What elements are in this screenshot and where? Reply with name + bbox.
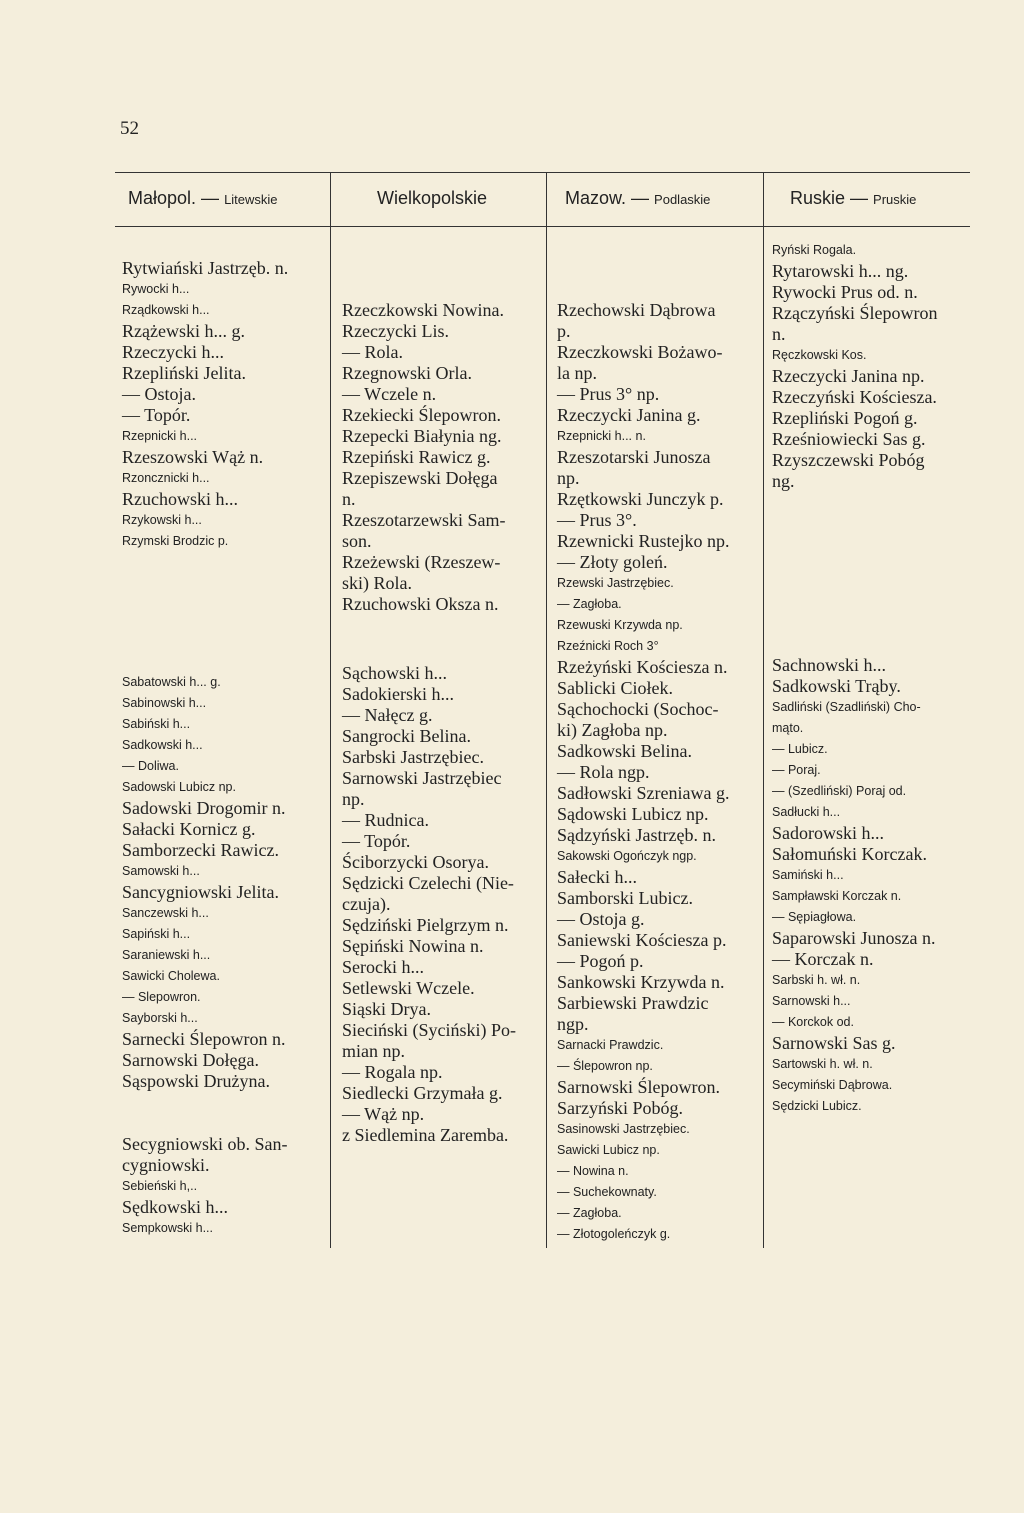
entry: Rzeczkowski Bożawo- (557, 342, 723, 362)
entry: Rzepnicki h... (122, 429, 198, 443)
entry: — Nowina n. (557, 1164, 629, 1178)
entry: Sablicki Ciołek. (557, 678, 673, 698)
entry: Sadłucki h... (772, 805, 841, 819)
entry: Sawicki Lubicz np. (557, 1143, 660, 1157)
entry: Sarnowski Dołęga. (122, 1050, 259, 1070)
entry: Sąchochocki (Sochoc- (557, 699, 719, 719)
entry: Sałacki Kornicz g. (122, 819, 256, 839)
entry: Sankowski Krzywda n. (557, 972, 725, 992)
entry: n. (772, 324, 786, 344)
entry: Rzuchowski h... (122, 489, 238, 509)
entry: — Złotogoleńczyk g. (557, 1227, 671, 1241)
entry: Rzeżewski (Rzeszew- (342, 552, 501, 572)
entry: Sadowski Lubicz np. (122, 780, 236, 794)
entry: czuja). (342, 894, 391, 914)
entry: Rzyszczewski Pobóg (772, 450, 925, 470)
entry: la np. (557, 363, 597, 383)
entry: Rzeżyński Kościesza n. (557, 657, 728, 677)
header-main: Mazow. — (565, 188, 650, 208)
entry: — Slepowron. (122, 990, 201, 1004)
entry: n. (342, 489, 356, 509)
entry: Sempkowski h... (122, 1221, 214, 1235)
entry: Sangrocki Belina. (342, 726, 471, 746)
entry: Sebieński h,.. (122, 1179, 198, 1193)
entry: — Lubicz. (772, 742, 828, 756)
column-wielkopolskie (342, 300, 516, 1146)
entry: — Rola. (342, 342, 403, 362)
entry: Rzeczycki Lis. (342, 321, 449, 341)
header-rule (115, 226, 970, 227)
entry: ski) Rola. (342, 573, 412, 593)
entry: z Siedlemina Zaremba. (342, 1125, 509, 1145)
entry: Rywocki h... (122, 282, 190, 296)
entry: Rytwiański Jastrzęb. n. (122, 258, 289, 278)
entry: Rzegnowski Orla. (342, 363, 472, 383)
entry: Rzeczkowski Nowina. (342, 300, 504, 320)
entry: Siąski Drya. (342, 999, 431, 1019)
entry: np. (342, 789, 365, 809)
header-sub: Litewskie (224, 192, 278, 207)
entry: Secymiński Dąbrowa. (772, 1078, 893, 1092)
entry: Sarnowski h... (772, 994, 851, 1008)
entry: Sanczewski h... (122, 906, 209, 920)
entry: Sarnowski Sas g. (772, 1033, 896, 1053)
header-main: Wielkopolskie (377, 188, 488, 208)
entry: Samborski Lubicz. (557, 888, 693, 908)
entry: — Topór. (342, 831, 411, 851)
entry: Sarbski h. wł. n. (772, 973, 861, 987)
entry: son. (342, 531, 372, 551)
entry: — Korczak n. (772, 949, 874, 969)
entry: Rzeźnicki Roch 3° (557, 639, 659, 653)
entry: Rzeszotarski Junosza (557, 447, 711, 467)
entry: Rzeczyński Kościesza. (772, 387, 937, 407)
entry: — Doliwa. (122, 759, 179, 773)
entry: Rzążewski h... g. (122, 321, 245, 341)
entry: — Suchekownaty. (557, 1185, 657, 1199)
entry: Rzymski Brodzic p. (122, 534, 229, 548)
entry: — Zagłoba. (557, 1206, 622, 1220)
entry: Sancygniowski Jelita. (122, 882, 279, 902)
entry: Sampławski Korczak n. (772, 889, 902, 903)
entry: Sartowski h. wł. n. (772, 1057, 873, 1071)
entry: Rzepiński Rawicz g. (342, 447, 491, 467)
column-malopol-litewskie (122, 258, 288, 1239)
column-ruskie-pruskie (772, 240, 937, 1117)
entry: — Korckok od. (772, 1015, 854, 1029)
entry: Sasinowski Jastrzębiec. (557, 1122, 690, 1136)
entry: Rzeczycki h... (122, 342, 224, 362)
entry: Rzuchowski Oksza n. (342, 594, 499, 614)
entry: Sarnowski Jastrzębiec (342, 768, 502, 788)
entry: — Poraj. (772, 763, 821, 777)
entry: cygniowski. (122, 1155, 210, 1175)
entry: Rzewnicki Rustejko np. (557, 531, 730, 551)
entry: Sarnacki Prawdzic. (557, 1038, 664, 1052)
entry: Setlewski Wczele. (342, 978, 475, 998)
header-sub: Pruskie (873, 192, 917, 207)
entry: — Rudnica. (342, 810, 429, 830)
entry: Sadkowski Belina. (557, 741, 692, 761)
entry: Rzepiszewski Dołęga (342, 468, 498, 488)
entry: Sąspowski Drużyna. (122, 1071, 270, 1091)
entry: — Ostoja. (122, 384, 196, 404)
entry: Rzepliński Pogoń g. (772, 408, 918, 428)
entry: Rzeszotarzewski Sam- (342, 510, 506, 530)
header-col2 (377, 188, 487, 209)
entry: Sądowski Lubicz np. (557, 804, 709, 824)
entry: Sieciński (Syciński) Po- (342, 1020, 516, 1040)
entry: Saparowski Junosza n. (772, 928, 936, 948)
entry: Sędkowski h... (122, 1197, 229, 1217)
entry: Sarzyński Pobóg. (557, 1098, 683, 1118)
entry: Sędzicki Czelechi (Nie- (342, 873, 514, 893)
entry: Rytarowski h... ng. (772, 261, 909, 281)
entry: Sachnowski h... (772, 655, 886, 675)
header-col3 (565, 188, 710, 209)
entry: ngp. (557, 1014, 589, 1034)
entry: Rzeczycki Janina g. (557, 405, 701, 425)
entry: Samborzecki Rawicz. (122, 840, 279, 860)
entry: — Rola ngp. (557, 762, 650, 782)
entry: Rześniowiecki Sas g. (772, 429, 926, 449)
entry: Sadłowski Szreniawa g. (557, 783, 730, 803)
column-mazow-podlaskie (557, 300, 729, 1245)
entry: Sarnowski Ślepowron. (557, 1077, 720, 1097)
entry: — (Szedliński) Poraj od. (772, 784, 907, 798)
entry: Serocki h... (342, 957, 424, 977)
entry: — Prus 3° np. (557, 384, 660, 404)
entry: Rzepnicki h... n. (557, 429, 646, 443)
header-main: Małopol. — (128, 188, 220, 208)
entry: Ryński Rogala. (772, 243, 857, 257)
header-main: Ruskie — (790, 188, 869, 208)
entry: Ręczkowski Kos. (772, 348, 867, 362)
entry: Rzętkowski Junczyk p. (557, 489, 724, 509)
entry: — Rogala np. (342, 1062, 443, 1082)
entry: Rzewski Jastrzębiec. (557, 576, 674, 590)
entry: — Wczele n. (342, 384, 437, 404)
entry: p. (557, 321, 571, 341)
entry: Sayborski h... (122, 1011, 198, 1025)
entry: Sabatowski h... g. (122, 675, 221, 689)
entry: — Pogoń p. (557, 951, 644, 971)
header-sub: Podlaskie (654, 192, 711, 207)
entry: Rządkowski h... (122, 303, 210, 317)
entry: Samiński h... (772, 868, 844, 882)
entry: Rywocki Prus od. n. (772, 282, 918, 302)
entry: Sałecki h... (557, 867, 637, 887)
entry: mian np. (342, 1041, 405, 1061)
entry: — Nałęcz g. (342, 705, 433, 725)
entry: Sakowski Ogończyk ngp. (557, 849, 697, 863)
entry: — Sępiagłowa. (772, 910, 857, 924)
entry: — Złoty goleń. (557, 552, 668, 572)
entry: Sędziński Pielgrzym n. (342, 915, 509, 935)
entry: Sarbski Jastrzębiec. (342, 747, 484, 767)
entry: Sabiński h... (122, 717, 191, 731)
entry: Rzewuski Krzywda np. (557, 618, 683, 632)
entry: Rzączyński Ślepowron (772, 303, 938, 323)
entry: Sędzicki Lubicz. (772, 1099, 862, 1113)
entry: — Zagłoba. (557, 597, 622, 611)
entry: Rzoncznicki h... (122, 471, 210, 485)
entry: Saniewski Kościesza p. (557, 930, 727, 950)
header-col4 (790, 188, 916, 209)
entry: np. (557, 468, 580, 488)
entry: Sadkowski h... (122, 738, 203, 752)
entry: — Ostoja g. (557, 909, 645, 929)
top-rule (115, 172, 970, 173)
entry: Sawicki Cholewa. (122, 969, 220, 983)
entry: — Wąż np. (342, 1104, 425, 1124)
entry: Rzekiecki Ślepowron. (342, 405, 501, 425)
entry: — Prus 3°. (557, 510, 637, 530)
entry: Sądzyński Jastrzęb. n. (557, 825, 716, 845)
column-divider-2 (546, 172, 547, 1248)
entry: ng. (772, 471, 795, 491)
entry: Rzepliński Jelita. (122, 363, 246, 383)
page-number: 52 (120, 118, 139, 139)
entry: Sałomuński Korczak. (772, 844, 927, 864)
entry: mąto. (772, 721, 804, 735)
header-col1 (128, 188, 278, 209)
column-divider-3 (763, 172, 764, 1248)
entry: Rzepecki Białynia ng. (342, 426, 502, 446)
column-divider-1 (330, 172, 331, 1248)
entry: Sabinowski h... (122, 696, 207, 710)
entry: Rzeszowski Wąż n. (122, 447, 264, 467)
entry: Sępiński Nowina n. (342, 936, 484, 956)
entry: Rzeczycki Janina np. (772, 366, 925, 386)
entry: Sadliński (Szadliński) Cho- (772, 700, 921, 714)
entry: Sadokierski h... (342, 684, 454, 704)
entry: Secygniowski ob. San- (122, 1134, 288, 1154)
entry: — Ślepowron np. (557, 1059, 653, 1073)
entry: Samowski h... (122, 864, 200, 878)
entry: Sadorowski h... (772, 823, 884, 843)
entry: Sarbiewski Prawdzic (557, 993, 709, 1013)
entry: Ściborzycki Osorya. (342, 852, 489, 872)
entry: Sadowski Drogomir n. (122, 798, 286, 818)
entry: Rzechowski Dąbrowa (557, 300, 716, 320)
entry: Sadkowski Trąby. (772, 676, 901, 696)
entry: Saraniewski h... (122, 948, 211, 962)
entry: Sapiński h... (122, 927, 191, 941)
entry: ki) Zagłoba np. (557, 720, 668, 740)
entry: Siedlecki Grzymała g. (342, 1083, 503, 1103)
entry: Sąchowski h... (342, 663, 447, 683)
entry: Sarnecki Ślepowron n. (122, 1029, 286, 1049)
entry: Rzykowski h... (122, 513, 202, 527)
entry: — Topór. (122, 405, 191, 425)
